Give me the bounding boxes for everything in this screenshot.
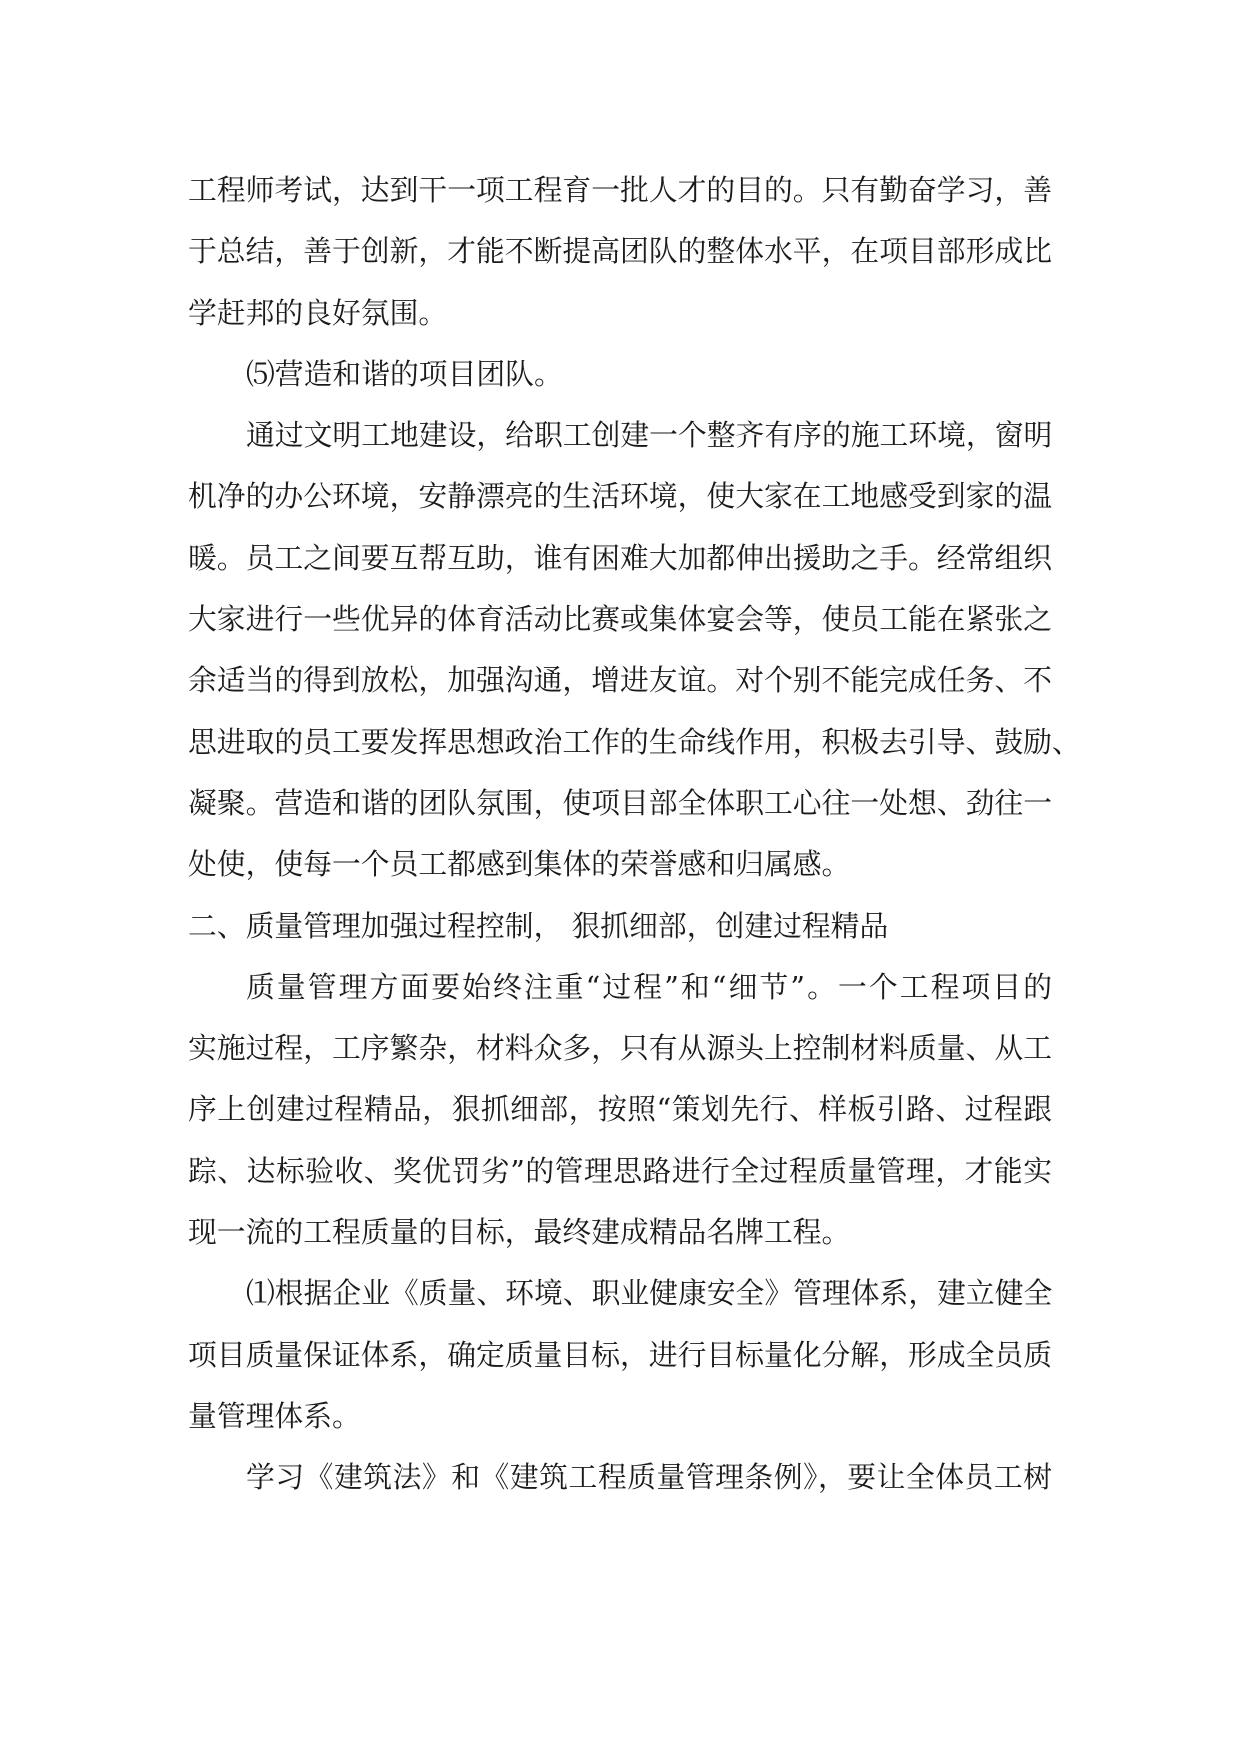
text-line: 大家进行一些优异的体育活动比赛或集体宴会等，使员工能在紧张之 xyxy=(188,602,1052,637)
text-line: 现一流的工程质量的目标，最终建成精品名牌工程。 xyxy=(188,1215,851,1250)
text-line: 于总结，善于创新，才能不断提高团队的整体水平，在项目部形成比 xyxy=(188,234,1052,269)
text-line: 量管理体系。 xyxy=(188,1398,361,1433)
text-line: 学习《建筑法》和《建筑工程质量管理条例》，要让全体员工树 xyxy=(246,1460,1052,1495)
text-line: 踪、达标验收、奖优罚劣”的管理思路进行全过程质量管理，才能实 xyxy=(188,1153,1052,1188)
text-line: 思进取的员工要发挥思想政治工作的生命线作用，积极去引导、鼓励、 xyxy=(188,724,1081,759)
text-line: 通过文明工地建设，给职工创建一个整齐有序的施工环境，窗明 xyxy=(246,418,1053,453)
text-line: 工程师考试，达到干一项工程育一批人才的目的。只有勤奋学习，善 xyxy=(188,173,1052,207)
section-heading: 二、质量管理加强过程控制， 狠抓细部，创建过程精品 xyxy=(188,908,889,943)
text-line: 学赶邦的良好氛围。 xyxy=(188,295,448,330)
document-body xyxy=(188,160,1081,1509)
text-line: 实施过程，工序繁杂，材料众多，只有从源头上控制材料质量、从工 xyxy=(188,1031,1052,1066)
text-line: 质量管理方面要始终注重“过程”和“细节”。一个工程项目的 xyxy=(246,969,1052,1004)
text-line: 序上创建过程精品，狠抓细部，按照“策划先行、样板引路、过程跟 xyxy=(188,1092,1052,1127)
text-line: 机净的办公环境，安静漂亮的生活环境，使大家在工地感受到家的温 xyxy=(188,479,1052,514)
text-line: 凝聚。营造和谐的团队氛围，使项目部全体职工心往一处想、劲往一 xyxy=(188,785,1052,820)
list-item-heading: ⑸营造和谐的项目团队。 xyxy=(246,356,563,391)
text-line: 余适当的得到放松，加强沟通，增进友谊。对个别不能完成任务、不 xyxy=(188,663,1052,698)
text-line: 项目质量保证体系，确定质量目标，进行目标量化分解，形成全员质 xyxy=(188,1337,1052,1372)
list-item-heading: ⑴根据企业《质量、环境、职业健康安全》管理体系，建立健全 xyxy=(246,1276,1053,1311)
text-line: 暖。员工之间要互帮互助，谁有困难大加都伸出援助之手。经常组织 xyxy=(188,540,1052,575)
text-line: 处使，使每一个员工都感到集体的荣誉感和归属感。 xyxy=(188,847,851,882)
